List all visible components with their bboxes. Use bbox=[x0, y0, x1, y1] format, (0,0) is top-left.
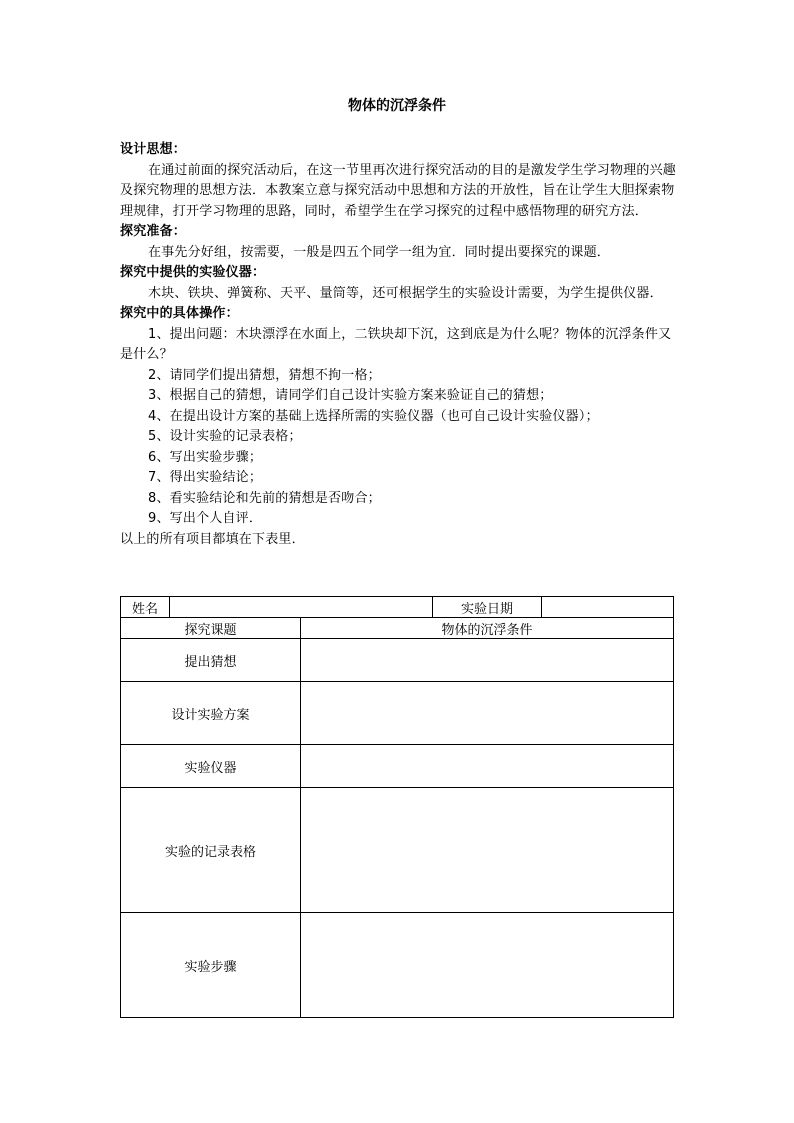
topic-label: 探究课题 bbox=[121, 618, 301, 639]
row-label: 设计实验方案 bbox=[121, 682, 301, 745]
steps-heading: 探究中的具体操作： bbox=[120, 306, 239, 321]
row-label: 提出猜想 bbox=[121, 639, 301, 682]
prep-heading: 探究准备： bbox=[120, 224, 187, 239]
step-item: 8、看实验结论和先前的猜想是否吻合； bbox=[148, 490, 381, 506]
experiment-form-table bbox=[120, 596, 674, 1018]
document-body bbox=[120, 140, 676, 550]
table-row bbox=[121, 597, 674, 618]
table-intro: 以上的所有项目都填在下表里． bbox=[120, 531, 305, 547]
step-item: 1、提出问题：木块漂浮在水面上，二铁块却下沉，这到底是为什么呢？物体的沉浮条件又是什么？ bbox=[120, 326, 672, 362]
step-item: 5、设计实验的记录表格； bbox=[148, 429, 302, 444]
step-item: 2、请同学们提出猜想，猜想不拘一格； bbox=[148, 367, 381, 383]
prep-body: 在事先分好组，按需要，一般是四五个同学一组为宜．同时提出要探究的课题． bbox=[148, 244, 611, 260]
topic-value: 物体的沉浮条件 bbox=[301, 618, 674, 639]
date-label: 实验日期 bbox=[433, 597, 542, 618]
design-body: 在通过前面的探究活动后，在这一节里再次进行探究活动的目的是激发学生学习物理的兴趣及探究物理的思想方法．本教案立意与探究活动中思想和方法的开放性，旨在让学生大胆探索物理规律，打开学习物理的思路，同时，希望学生在学习探究的过程中感悟物理的研究方法． bbox=[120, 162, 677, 219]
instruments-body: 木块、铁块、弹簧称、天平、量筒等，还可根据学生的实验设计需要，为学生提供仪器． bbox=[148, 285, 663, 301]
table-row bbox=[121, 788, 674, 913]
design-heading: 设计思想： bbox=[120, 142, 187, 157]
name-label: 姓名 bbox=[121, 597, 170, 618]
row-label: 实验步骤 bbox=[121, 913, 301, 1018]
hypothesis-field[interactable] bbox=[301, 639, 674, 682]
design-plan-field[interactable] bbox=[301, 682, 674, 745]
row-label: 实验仪器 bbox=[121, 745, 301, 788]
procedure-field[interactable] bbox=[301, 913, 674, 1018]
step-item: 7、得出实验结论； bbox=[148, 470, 263, 485]
document-title: 物体的沉浮条件 bbox=[348, 98, 446, 114]
instruments-heading: 探究中提供的实验仪器： bbox=[120, 265, 266, 280]
row-label: 实验的记录表格 bbox=[121, 788, 301, 913]
table-row bbox=[121, 913, 674, 1018]
instruments-field[interactable] bbox=[301, 745, 674, 788]
table-row bbox=[121, 618, 674, 639]
table-row bbox=[121, 639, 674, 682]
step-item: 6、写出实验步骤； bbox=[148, 449, 263, 465]
table-row bbox=[121, 682, 674, 745]
table-row bbox=[121, 745, 674, 788]
step-item: 4、在提出设计方案的基础上选择所需的实验仪器（也可自己设计实验仪器）； bbox=[148, 408, 599, 424]
name-field[interactable] bbox=[170, 597, 433, 618]
step-item: 9、写出个人自评． bbox=[148, 511, 263, 526]
record-table-field[interactable] bbox=[301, 788, 674, 913]
step-item: 3、根据自己的猜想，请同学们自己设计实验方案来验证自己的猜想； bbox=[148, 388, 553, 403]
date-field[interactable] bbox=[542, 597, 674, 618]
